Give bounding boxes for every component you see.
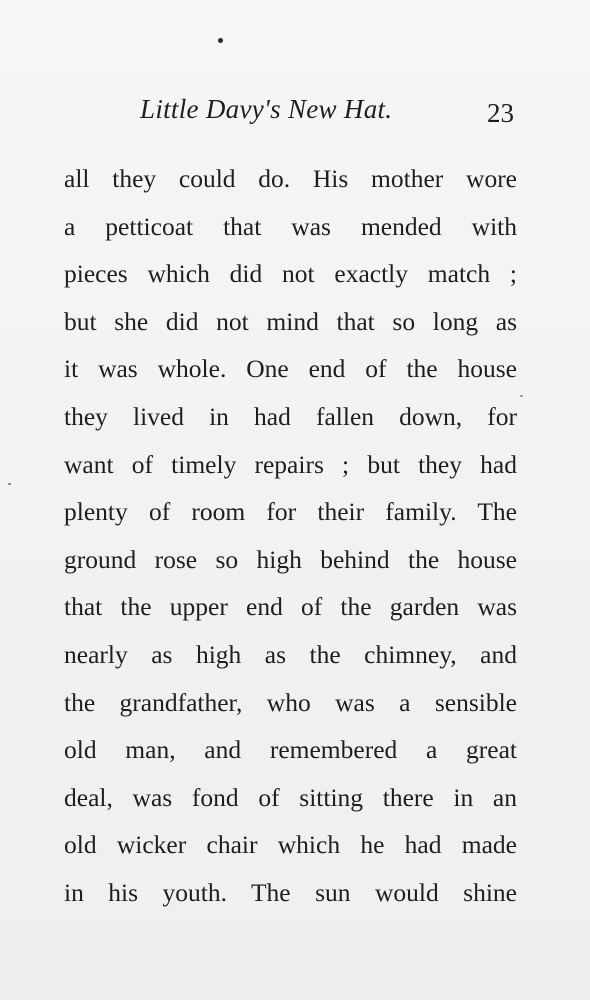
text-line: pieces which did not exactly match ; (64, 259, 517, 289)
text-line: it was whole. One end of the house (64, 354, 517, 384)
text-line: old man, and remembered a great (64, 735, 517, 765)
ink-speck (8, 483, 11, 485)
text-line: a petticoat that was mended with (64, 211, 517, 241)
text-line: all they could do. His mother wore (64, 164, 517, 193)
text-line: they lived in had fallen down, for (64, 401, 517, 431)
ink-speck (520, 395, 523, 397)
text-line: ground rose so high behind the house (64, 544, 517, 574)
text-line: but she did not mind that so long as (64, 306, 517, 336)
text-line: the grandfather, who was a sensible (64, 687, 517, 717)
text-line: deal, was fond of sitting there in an (64, 782, 517, 812)
text-line: want of timely repairs ; but they had (64, 449, 517, 479)
text-line: nearly as high as the chimney, and (64, 639, 517, 669)
text-line: plenty of room for their family. The (64, 497, 517, 527)
text-line: old wicker chair which he had made (64, 830, 517, 860)
body-text (64, 155, 517, 917)
running-title: Little Davy's New Hat. (140, 94, 393, 124)
ink-speck (218, 38, 223, 43)
text-line: that the upper end of the garden was (64, 592, 517, 622)
text-line: in his youth. The sun would shine (64, 877, 517, 907)
page-number: 23 (487, 98, 514, 128)
running-header (0, 94, 590, 134)
